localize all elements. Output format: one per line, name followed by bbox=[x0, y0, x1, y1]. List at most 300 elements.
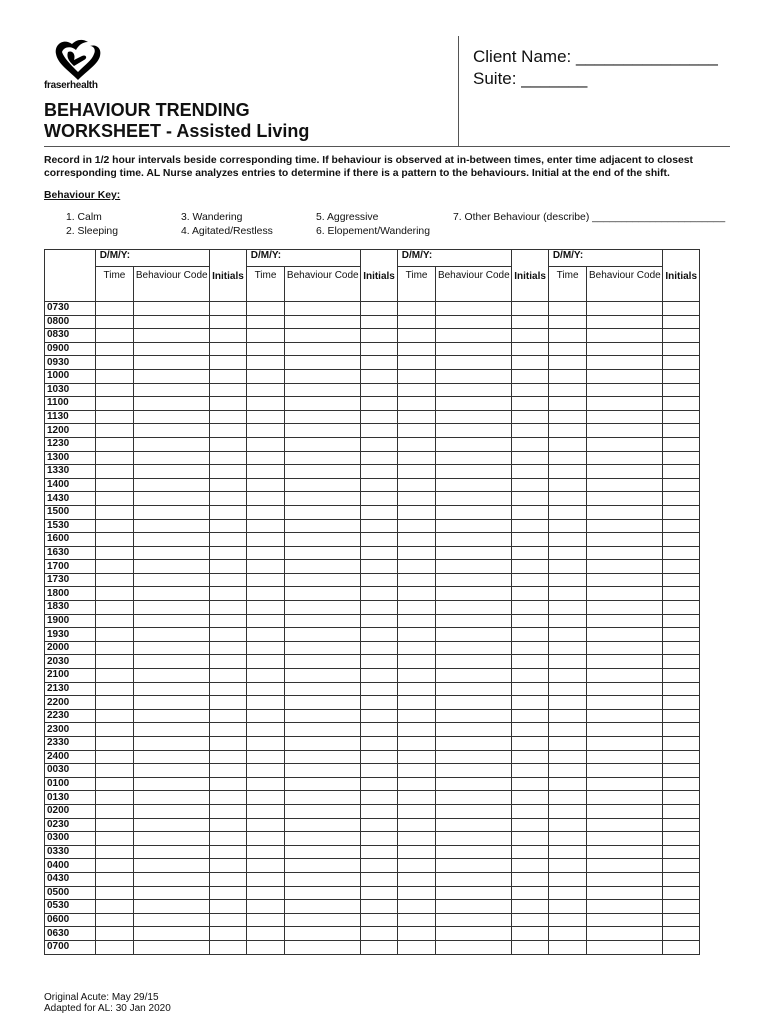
behaviour-code-cell[interactable] bbox=[134, 709, 210, 723]
behaviour-code-cell[interactable] bbox=[436, 383, 512, 397]
initials-cell[interactable] bbox=[512, 737, 549, 751]
initials-cell[interactable] bbox=[361, 641, 398, 655]
initials-cell[interactable] bbox=[210, 696, 247, 710]
entry-time-cell[interactable] bbox=[397, 573, 436, 587]
initials-cell[interactable] bbox=[512, 505, 549, 519]
initials-cell[interactable] bbox=[663, 587, 700, 601]
entry-time-cell[interactable] bbox=[548, 900, 587, 914]
initials-cell[interactable] bbox=[663, 737, 700, 751]
entry-time-cell[interactable] bbox=[397, 900, 436, 914]
entry-time-cell[interactable] bbox=[246, 641, 285, 655]
initials-cell[interactable] bbox=[663, 913, 700, 927]
initials-cell[interactable] bbox=[663, 832, 700, 846]
behaviour-code-cell[interactable] bbox=[134, 628, 210, 642]
behaviour-code-cell[interactable] bbox=[587, 913, 663, 927]
behaviour-code-cell[interactable] bbox=[436, 492, 512, 506]
entry-time-cell[interactable] bbox=[548, 437, 587, 451]
behaviour-code-cell[interactable] bbox=[436, 750, 512, 764]
behaviour-code-cell[interactable] bbox=[285, 356, 361, 370]
initials-cell[interactable] bbox=[663, 641, 700, 655]
entry-time-cell[interactable] bbox=[397, 451, 436, 465]
initials-cell[interactable] bbox=[663, 302, 700, 316]
entry-time-cell[interactable] bbox=[246, 804, 285, 818]
entry-time-cell[interactable] bbox=[397, 601, 436, 615]
initials-cell[interactable] bbox=[210, 315, 247, 329]
behaviour-code-cell[interactable] bbox=[587, 940, 663, 954]
behaviour-code-cell[interactable] bbox=[587, 872, 663, 886]
behaviour-code-cell[interactable] bbox=[436, 900, 512, 914]
entry-time-cell[interactable] bbox=[548, 465, 587, 479]
entry-time-cell[interactable] bbox=[246, 696, 285, 710]
behaviour-code-cell[interactable] bbox=[587, 546, 663, 560]
entry-time-cell[interactable] bbox=[397, 505, 436, 519]
entry-time-cell[interactable] bbox=[548, 533, 587, 547]
client-name-field[interactable]: Client Name: _______________ bbox=[473, 47, 718, 66]
behaviour-code-cell[interactable] bbox=[436, 505, 512, 519]
entry-time-cell[interactable] bbox=[548, 546, 587, 560]
initials-cell[interactable] bbox=[512, 329, 549, 343]
initials-cell[interactable] bbox=[663, 750, 700, 764]
entry-time-cell[interactable] bbox=[548, 342, 587, 356]
entry-time-cell[interactable] bbox=[397, 369, 436, 383]
behaviour-code-cell[interactable] bbox=[587, 900, 663, 914]
initials-cell[interactable] bbox=[210, 451, 247, 465]
behaviour-code-cell[interactable] bbox=[134, 437, 210, 451]
initials-cell[interactable] bbox=[512, 927, 549, 941]
entry-time-cell[interactable] bbox=[246, 397, 285, 411]
initials-cell[interactable] bbox=[361, 859, 398, 873]
behaviour-code-cell[interactable] bbox=[587, 614, 663, 628]
initials-cell[interactable] bbox=[663, 886, 700, 900]
entry-time-cell[interactable] bbox=[397, 655, 436, 669]
entry-time-cell[interactable] bbox=[246, 777, 285, 791]
initials-cell[interactable] bbox=[663, 546, 700, 560]
initials-cell[interactable] bbox=[361, 764, 398, 778]
initials-cell[interactable] bbox=[663, 437, 700, 451]
initials-cell[interactable] bbox=[361, 533, 398, 547]
entry-time-cell[interactable] bbox=[246, 492, 285, 506]
behaviour-code-cell[interactable] bbox=[587, 655, 663, 669]
entry-time-cell[interactable] bbox=[397, 723, 436, 737]
initials-cell[interactable] bbox=[210, 614, 247, 628]
entry-time-cell[interactable] bbox=[246, 533, 285, 547]
behaviour-code-cell[interactable] bbox=[436, 845, 512, 859]
behaviour-code-cell[interactable] bbox=[134, 832, 210, 846]
entry-time-cell[interactable] bbox=[397, 533, 436, 547]
initials-cell[interactable] bbox=[512, 533, 549, 547]
behaviour-code-cell[interactable] bbox=[587, 628, 663, 642]
behaviour-code-cell[interactable] bbox=[134, 804, 210, 818]
behaviour-code-cell[interactable] bbox=[587, 587, 663, 601]
behaviour-code-cell[interactable] bbox=[285, 682, 361, 696]
entry-time-cell[interactable] bbox=[548, 682, 587, 696]
initials-cell[interactable] bbox=[512, 424, 549, 438]
behaviour-code-cell[interactable] bbox=[285, 492, 361, 506]
initials-cell[interactable] bbox=[361, 913, 398, 927]
entry-time-cell[interactable] bbox=[246, 302, 285, 316]
entry-time-cell[interactable] bbox=[548, 818, 587, 832]
behaviour-code-cell[interactable] bbox=[587, 777, 663, 791]
initials-cell[interactable] bbox=[361, 573, 398, 587]
entry-time-cell[interactable] bbox=[246, 886, 285, 900]
initials-cell[interactable] bbox=[210, 641, 247, 655]
initials-cell[interactable] bbox=[512, 614, 549, 628]
entry-time-cell[interactable] bbox=[246, 451, 285, 465]
entry-time-cell[interactable] bbox=[246, 913, 285, 927]
behaviour-code-cell[interactable] bbox=[134, 696, 210, 710]
entry-time-cell[interactable] bbox=[397, 737, 436, 751]
behaviour-code-cell[interactable] bbox=[134, 397, 210, 411]
entry-time-cell[interactable] bbox=[397, 329, 436, 343]
behaviour-code-cell[interactable] bbox=[134, 356, 210, 370]
entry-time-cell[interactable] bbox=[95, 832, 134, 846]
behaviour-code-cell[interactable] bbox=[436, 342, 512, 356]
initials-cell[interactable] bbox=[361, 342, 398, 356]
initials-cell[interactable] bbox=[361, 832, 398, 846]
entry-time-cell[interactable] bbox=[95, 709, 134, 723]
entry-time-cell[interactable] bbox=[95, 913, 134, 927]
entry-time-cell[interactable] bbox=[95, 356, 134, 370]
behaviour-code-cell[interactable] bbox=[587, 492, 663, 506]
initials-cell[interactable] bbox=[210, 832, 247, 846]
initials-cell[interactable] bbox=[361, 940, 398, 954]
initials-cell[interactable] bbox=[361, 872, 398, 886]
behaviour-code-cell[interactable] bbox=[436, 546, 512, 560]
initials-cell[interactable] bbox=[663, 614, 700, 628]
entry-time-cell[interactable] bbox=[548, 791, 587, 805]
behaviour-code-cell[interactable] bbox=[436, 709, 512, 723]
behaviour-code-cell[interactable] bbox=[436, 465, 512, 479]
behaviour-code-cell[interactable] bbox=[134, 478, 210, 492]
entry-time-cell[interactable] bbox=[548, 628, 587, 642]
initials-cell[interactable] bbox=[663, 478, 700, 492]
entry-time-cell[interactable] bbox=[246, 900, 285, 914]
entry-time-cell[interactable] bbox=[397, 832, 436, 846]
initials-cell[interactable] bbox=[210, 764, 247, 778]
behaviour-code-cell[interactable] bbox=[587, 315, 663, 329]
behaviour-code-cell[interactable] bbox=[587, 764, 663, 778]
initials-cell[interactable] bbox=[210, 437, 247, 451]
behaviour-code-cell[interactable] bbox=[436, 669, 512, 683]
behaviour-code-cell[interactable] bbox=[436, 872, 512, 886]
behaviour-code-cell[interactable] bbox=[285, 424, 361, 438]
entry-time-cell[interactable] bbox=[95, 478, 134, 492]
behaviour-code-cell[interactable] bbox=[285, 886, 361, 900]
behaviour-code-cell[interactable] bbox=[134, 383, 210, 397]
entry-time-cell[interactable] bbox=[246, 369, 285, 383]
behaviour-code-cell[interactable] bbox=[285, 777, 361, 791]
entry-time-cell[interactable] bbox=[95, 723, 134, 737]
behaviour-code-cell[interactable] bbox=[285, 737, 361, 751]
initials-cell[interactable] bbox=[361, 804, 398, 818]
behaviour-code-cell[interactable] bbox=[587, 832, 663, 846]
initials-cell[interactable] bbox=[361, 302, 398, 316]
behaviour-code-cell[interactable] bbox=[587, 927, 663, 941]
initials-cell[interactable] bbox=[210, 818, 247, 832]
behaviour-code-cell[interactable] bbox=[587, 329, 663, 343]
initials-cell[interactable] bbox=[210, 342, 247, 356]
entry-time-cell[interactable] bbox=[246, 872, 285, 886]
behaviour-code-cell[interactable] bbox=[134, 560, 210, 574]
entry-time-cell[interactable] bbox=[548, 832, 587, 846]
initials-cell[interactable] bbox=[210, 410, 247, 424]
entry-time-cell[interactable] bbox=[95, 302, 134, 316]
behaviour-code-cell[interactable] bbox=[587, 737, 663, 751]
initials-cell[interactable] bbox=[512, 655, 549, 669]
entry-time-cell[interactable] bbox=[246, 587, 285, 601]
initials-cell[interactable] bbox=[210, 655, 247, 669]
entry-time-cell[interactable] bbox=[246, 601, 285, 615]
behaviour-code-cell[interactable] bbox=[134, 587, 210, 601]
entry-time-cell[interactable] bbox=[397, 859, 436, 873]
initials-cell[interactable] bbox=[512, 628, 549, 642]
dmy-day-1[interactable]: D/M/Y: bbox=[95, 250, 210, 267]
initials-cell[interactable] bbox=[210, 560, 247, 574]
initials-cell[interactable] bbox=[512, 764, 549, 778]
initials-cell[interactable] bbox=[512, 492, 549, 506]
behaviour-code-cell[interactable] bbox=[436, 655, 512, 669]
initials-cell[interactable] bbox=[361, 845, 398, 859]
initials-cell[interactable] bbox=[210, 927, 247, 941]
behaviour-code-cell[interactable] bbox=[436, 356, 512, 370]
behaviour-code-cell[interactable] bbox=[587, 383, 663, 397]
entry-time-cell[interactable] bbox=[548, 927, 587, 941]
behaviour-code-cell[interactable] bbox=[436, 777, 512, 791]
entry-time-cell[interactable] bbox=[246, 737, 285, 751]
entry-time-cell[interactable] bbox=[548, 723, 587, 737]
entry-time-cell[interactable] bbox=[397, 302, 436, 316]
initials-cell[interactable] bbox=[512, 886, 549, 900]
behaviour-code-cell[interactable] bbox=[587, 560, 663, 574]
entry-time-cell[interactable] bbox=[548, 329, 587, 343]
initials-cell[interactable] bbox=[361, 505, 398, 519]
entry-time-cell[interactable] bbox=[95, 505, 134, 519]
behaviour-code-cell[interactable] bbox=[436, 397, 512, 411]
entry-time-cell[interactable] bbox=[95, 872, 134, 886]
entry-time-cell[interactable] bbox=[548, 573, 587, 587]
initials-cell[interactable] bbox=[512, 900, 549, 914]
behaviour-code-cell[interactable] bbox=[587, 682, 663, 696]
entry-time-cell[interactable] bbox=[397, 587, 436, 601]
behaviour-code-cell[interactable] bbox=[436, 587, 512, 601]
initials-cell[interactable] bbox=[663, 342, 700, 356]
entry-time-cell[interactable] bbox=[95, 465, 134, 479]
initials-cell[interactable] bbox=[512, 641, 549, 655]
entry-time-cell[interactable] bbox=[397, 628, 436, 642]
behaviour-code-cell[interactable] bbox=[285, 519, 361, 533]
behaviour-code-cell[interactable] bbox=[436, 804, 512, 818]
initials-cell[interactable] bbox=[663, 709, 700, 723]
behaviour-code-cell[interactable] bbox=[134, 655, 210, 669]
initials-cell[interactable] bbox=[210, 750, 247, 764]
initials-cell[interactable] bbox=[512, 832, 549, 846]
behaviour-code-cell[interactable] bbox=[436, 791, 512, 805]
initials-cell[interactable] bbox=[663, 696, 700, 710]
behaviour-code-cell[interactable] bbox=[134, 791, 210, 805]
initials-cell[interactable] bbox=[210, 682, 247, 696]
behaviour-code-cell[interactable] bbox=[134, 302, 210, 316]
initials-cell[interactable] bbox=[210, 587, 247, 601]
initials-cell[interactable] bbox=[361, 682, 398, 696]
initials-cell[interactable] bbox=[663, 410, 700, 424]
initials-cell[interactable] bbox=[361, 356, 398, 370]
behaviour-code-cell[interactable] bbox=[436, 478, 512, 492]
initials-cell[interactable] bbox=[361, 696, 398, 710]
initials-cell[interactable] bbox=[663, 424, 700, 438]
initials-cell[interactable] bbox=[361, 424, 398, 438]
initials-cell[interactable] bbox=[361, 478, 398, 492]
entry-time-cell[interactable] bbox=[95, 804, 134, 818]
entry-time-cell[interactable] bbox=[397, 383, 436, 397]
initials-cell[interactable] bbox=[361, 628, 398, 642]
behaviour-code-cell[interactable] bbox=[285, 872, 361, 886]
dmy-day-3[interactable]: D/M/Y: bbox=[397, 250, 512, 267]
entry-time-cell[interactable] bbox=[246, 750, 285, 764]
behaviour-code-cell[interactable] bbox=[285, 601, 361, 615]
initials-cell[interactable] bbox=[361, 492, 398, 506]
behaviour-code-cell[interactable] bbox=[587, 696, 663, 710]
behaviour-code-cell[interactable] bbox=[436, 682, 512, 696]
entry-time-cell[interactable] bbox=[95, 682, 134, 696]
initials-cell[interactable] bbox=[210, 492, 247, 506]
entry-time-cell[interactable] bbox=[397, 845, 436, 859]
behaviour-code-cell[interactable] bbox=[134, 940, 210, 954]
entry-time-cell[interactable] bbox=[246, 614, 285, 628]
behaviour-code-cell[interactable] bbox=[587, 723, 663, 737]
initials-cell[interactable] bbox=[512, 465, 549, 479]
initials-cell[interactable] bbox=[663, 764, 700, 778]
behaviour-code-cell[interactable] bbox=[134, 723, 210, 737]
behaviour-code-cell[interactable] bbox=[436, 437, 512, 451]
entry-time-cell[interactable] bbox=[397, 818, 436, 832]
entry-time-cell[interactable] bbox=[95, 492, 134, 506]
entry-time-cell[interactable] bbox=[548, 872, 587, 886]
initials-cell[interactable] bbox=[663, 791, 700, 805]
initials-cell[interactable] bbox=[663, 723, 700, 737]
initials-cell[interactable] bbox=[512, 872, 549, 886]
initials-cell[interactable] bbox=[361, 777, 398, 791]
initials-cell[interactable] bbox=[210, 533, 247, 547]
entry-time-cell[interactable] bbox=[397, 682, 436, 696]
initials-cell[interactable] bbox=[512, 315, 549, 329]
initials-cell[interactable] bbox=[663, 927, 700, 941]
initials-cell[interactable] bbox=[512, 696, 549, 710]
behaviour-code-cell[interactable] bbox=[285, 451, 361, 465]
entry-time-cell[interactable] bbox=[548, 424, 587, 438]
initials-cell[interactable] bbox=[512, 451, 549, 465]
entry-time-cell[interactable] bbox=[246, 505, 285, 519]
initials-cell[interactable] bbox=[512, 913, 549, 927]
behaviour-code-cell[interactable] bbox=[436, 560, 512, 574]
initials-cell[interactable] bbox=[361, 750, 398, 764]
initials-cell[interactable] bbox=[512, 845, 549, 859]
behaviour-code-cell[interactable] bbox=[436, 859, 512, 873]
entry-time-cell[interactable] bbox=[95, 424, 134, 438]
entry-time-cell[interactable] bbox=[95, 927, 134, 941]
initials-cell[interactable] bbox=[210, 845, 247, 859]
behaviour-code-cell[interactable] bbox=[285, 315, 361, 329]
entry-time-cell[interactable] bbox=[95, 614, 134, 628]
initials-cell[interactable] bbox=[210, 669, 247, 683]
behaviour-code-cell[interactable] bbox=[587, 505, 663, 519]
entry-time-cell[interactable] bbox=[246, 424, 285, 438]
entry-time-cell[interactable] bbox=[397, 478, 436, 492]
initials-cell[interactable] bbox=[210, 546, 247, 560]
behaviour-code-cell[interactable] bbox=[134, 369, 210, 383]
entry-time-cell[interactable] bbox=[397, 546, 436, 560]
initials-cell[interactable] bbox=[361, 723, 398, 737]
initials-cell[interactable] bbox=[361, 655, 398, 669]
initials-cell[interactable] bbox=[361, 560, 398, 574]
entry-time-cell[interactable] bbox=[95, 533, 134, 547]
behaviour-code-cell[interactable] bbox=[285, 913, 361, 927]
initials-cell[interactable] bbox=[210, 397, 247, 411]
behaviour-code-cell[interactable] bbox=[285, 533, 361, 547]
initials-cell[interactable] bbox=[361, 791, 398, 805]
entry-time-cell[interactable] bbox=[95, 342, 134, 356]
initials-cell[interactable] bbox=[512, 478, 549, 492]
initials-cell[interactable] bbox=[210, 723, 247, 737]
initials-cell[interactable] bbox=[663, 383, 700, 397]
initials-cell[interactable] bbox=[512, 573, 549, 587]
initials-cell[interactable] bbox=[663, 804, 700, 818]
entry-time-cell[interactable] bbox=[95, 886, 134, 900]
entry-time-cell[interactable] bbox=[95, 560, 134, 574]
behaviour-code-cell[interactable] bbox=[134, 614, 210, 628]
initials-cell[interactable] bbox=[512, 437, 549, 451]
behaviour-code-cell[interactable] bbox=[285, 505, 361, 519]
behaviour-code-cell[interactable] bbox=[285, 628, 361, 642]
behaviour-code-cell[interactable] bbox=[134, 859, 210, 873]
behaviour-code-cell[interactable] bbox=[587, 886, 663, 900]
behaviour-code-cell[interactable] bbox=[134, 533, 210, 547]
entry-time-cell[interactable] bbox=[548, 519, 587, 533]
behaviour-code-cell[interactable] bbox=[587, 791, 663, 805]
initials-cell[interactable] bbox=[361, 315, 398, 329]
initials-cell[interactable] bbox=[512, 859, 549, 873]
entry-time-cell[interactable] bbox=[548, 383, 587, 397]
entry-time-cell[interactable] bbox=[548, 886, 587, 900]
entry-time-cell[interactable] bbox=[95, 655, 134, 669]
initials-cell[interactable] bbox=[210, 302, 247, 316]
entry-time-cell[interactable] bbox=[246, 560, 285, 574]
entry-time-cell[interactable] bbox=[246, 764, 285, 778]
entry-time-cell[interactable] bbox=[548, 587, 587, 601]
initials-cell[interactable] bbox=[361, 437, 398, 451]
behaviour-code-cell[interactable] bbox=[587, 410, 663, 424]
entry-time-cell[interactable] bbox=[95, 940, 134, 954]
entry-time-cell[interactable] bbox=[95, 628, 134, 642]
behaviour-code-cell[interactable] bbox=[285, 369, 361, 383]
entry-time-cell[interactable] bbox=[95, 669, 134, 683]
initials-cell[interactable] bbox=[361, 927, 398, 941]
behaviour-code-cell[interactable] bbox=[134, 519, 210, 533]
entry-time-cell[interactable] bbox=[246, 410, 285, 424]
behaviour-code-cell[interactable] bbox=[436, 533, 512, 547]
entry-time-cell[interactable] bbox=[95, 437, 134, 451]
entry-time-cell[interactable] bbox=[548, 845, 587, 859]
entry-time-cell[interactable] bbox=[246, 927, 285, 941]
behaviour-code-cell[interactable] bbox=[436, 818, 512, 832]
entry-time-cell[interactable] bbox=[548, 669, 587, 683]
initials-cell[interactable] bbox=[512, 383, 549, 397]
initials-cell[interactable] bbox=[361, 601, 398, 615]
initials-cell[interactable] bbox=[663, 451, 700, 465]
entry-time-cell[interactable] bbox=[548, 356, 587, 370]
initials-cell[interactable] bbox=[512, 791, 549, 805]
behaviour-code-cell[interactable] bbox=[134, 737, 210, 751]
initials-cell[interactable] bbox=[663, 669, 700, 683]
